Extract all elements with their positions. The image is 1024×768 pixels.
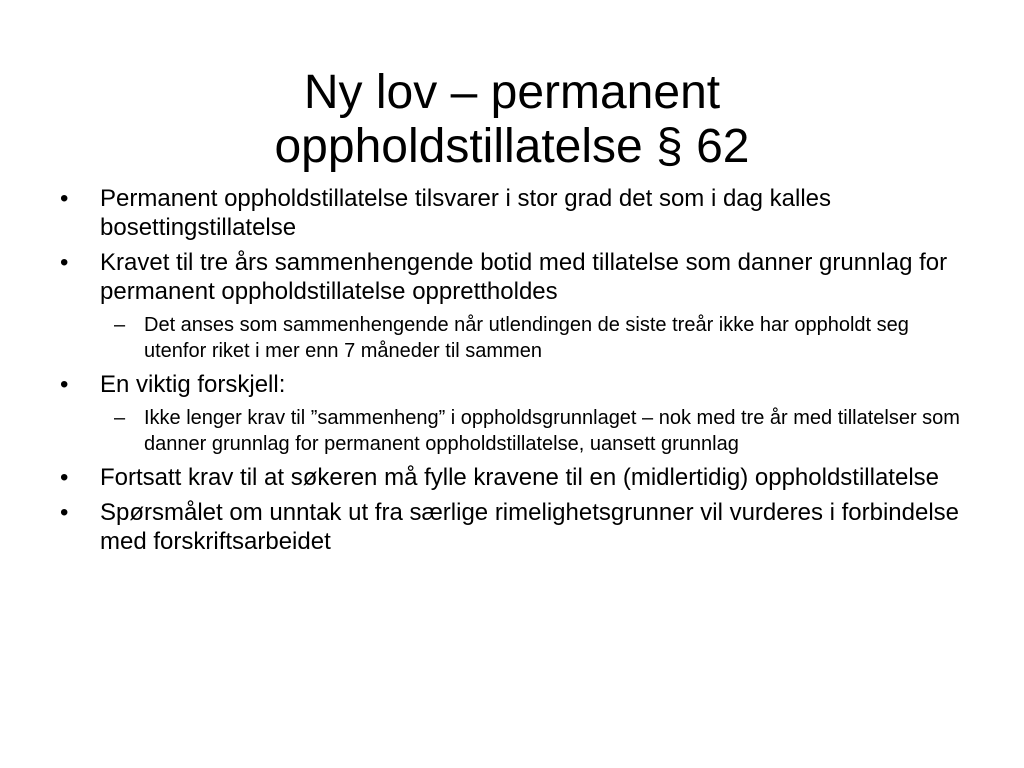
bullet-item [58,463,968,492]
slide-title-line-2: oppholdstillatelse § 62 [274,120,750,174]
bullet-item [58,184,968,242]
bullet-text: En viktig forskjell: [100,371,286,398]
bullet-marker: • [60,499,69,526]
bullet-list [58,184,968,562]
bullet-item [58,370,968,399]
bullet-item [58,498,968,556]
sub-bullet-marker: – [114,407,126,429]
bullet-marker: • [60,185,69,212]
sub-bullet-item [58,312,968,364]
bullet-marker: • [60,249,69,276]
sub-bullet-marker: – [114,314,126,336]
bullet-text: Fortsatt krav til at søkeren må fylle kravene til en (midlertidig) oppholdstillatelse [100,464,939,491]
sub-bullet-text: Det anses som sammenhengende når utlendingen de siste treår ikke har oppholdt seg utenfor riket i mer enn 7 måneder til sammen [144,314,909,362]
slide-title [0,66,1024,174]
slide-title-line-1: Ny lov – permanent [303,66,721,120]
sub-bullet-item [58,405,968,457]
bullet-text: Spørsmålet om unntak ut fra særlige rimelighetsgrunner vil vurderes i forbindelse med forskriftsarbeidet [100,499,960,555]
bullet-marker: • [60,464,69,491]
bullet-marker: • [60,371,69,398]
bullet-text: Kravet til tre års sammenhengende botid med tillatelse som danner grunnlag for permanent oppholdstillatelse opprettholdes [100,249,948,305]
sub-bullet-text: Ikke lenger krav til ”sammenheng” i oppholdsgrunnlaget – nok med tre år med tillatelser som danner grunnlag for permanent oppholdstillatelse, uansett grunnlag [144,407,960,455]
bullet-text: Permanent oppholdstillatelse tilsvarer i stor grad det som i dag kalles bosettingstillatelse [100,185,832,241]
bullet-item [58,248,968,306]
